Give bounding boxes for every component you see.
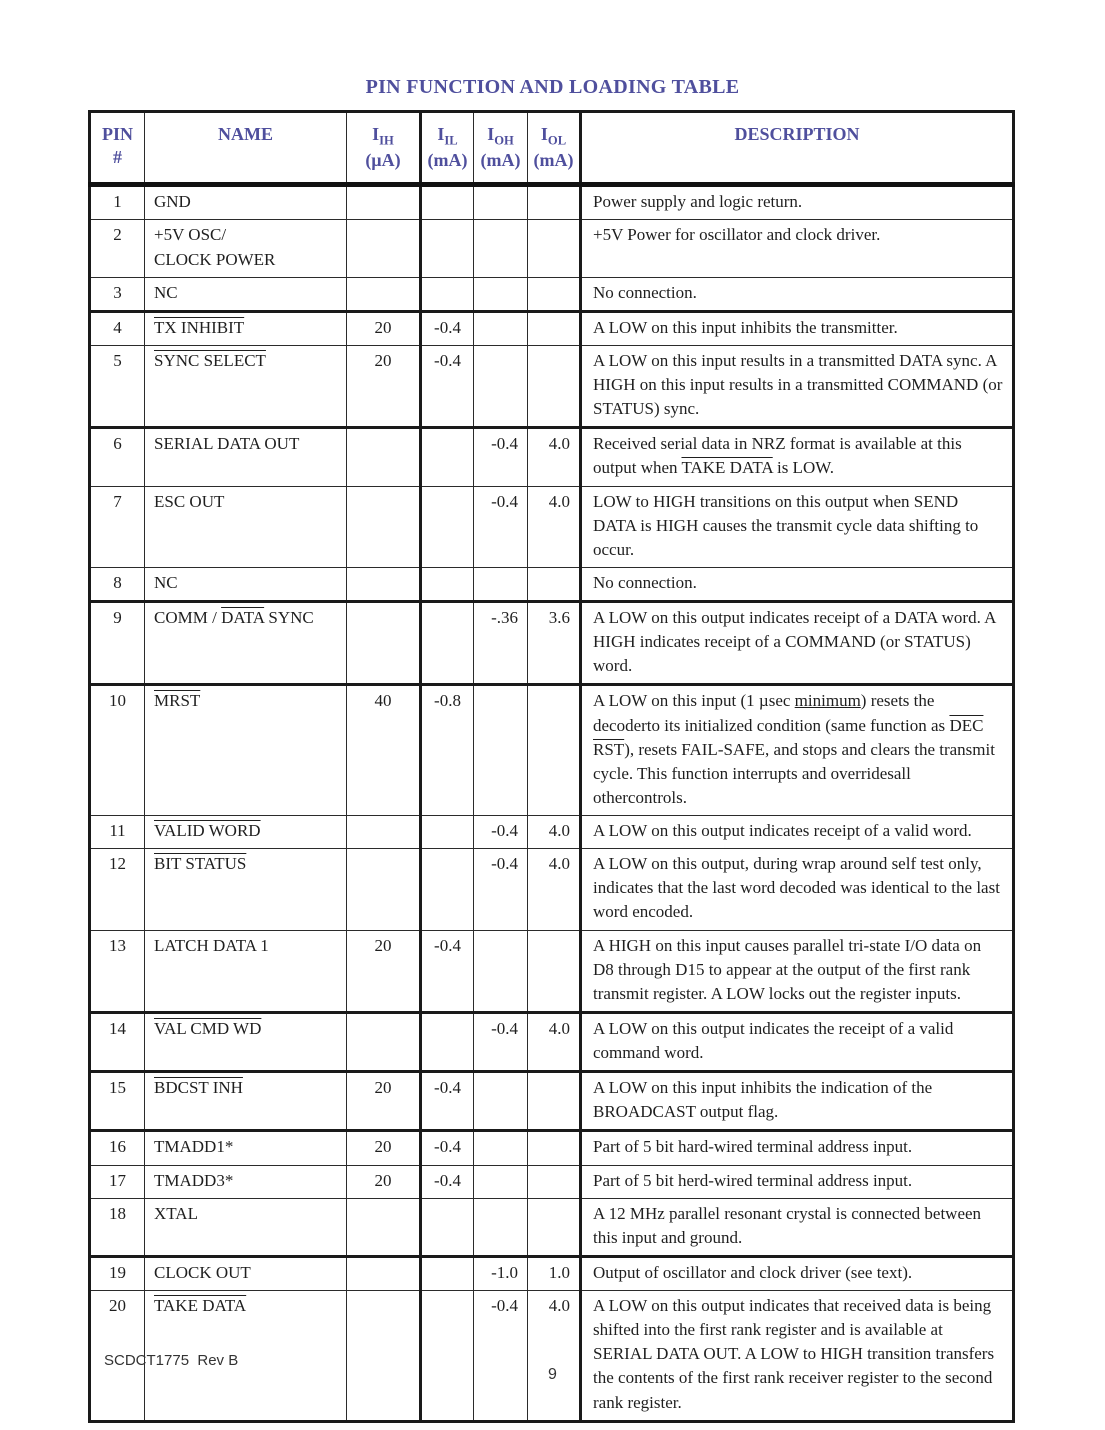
iol-cell xyxy=(528,567,581,601)
iol-cell xyxy=(528,1198,581,1256)
ioh-cell: -0.4 xyxy=(474,1012,528,1071)
pin-number-cell: 9 xyxy=(90,602,145,685)
iih-unit: (µA) xyxy=(365,149,401,170)
pin-name-cell: CLOCK OUT xyxy=(145,1256,347,1290)
ioh-cell: -0.4 xyxy=(474,1291,528,1422)
description-cell: A LOW on this output indicates the receipt of a valid command word. xyxy=(581,1012,1014,1071)
ioh-cell xyxy=(474,220,528,277)
pin-number-cell: 19 xyxy=(90,1256,145,1290)
description-cell: A LOW on this input results in a transmitted DATA sync. A HIGH on this input results in a transmitted COMMAND (or STATUS) sync. xyxy=(581,345,1014,427)
pin-row xyxy=(90,1198,1014,1256)
ioh-cell: -.36 xyxy=(474,602,528,685)
pin-row xyxy=(90,277,1014,311)
ioh-cell xyxy=(474,185,528,220)
ioh-cell xyxy=(474,685,528,816)
col-header-description: DESCRIPTION xyxy=(581,112,1014,185)
pin-row xyxy=(90,1012,1014,1071)
iil-symbol: $I_{IL}$ xyxy=(437,124,458,148)
description-cell: A LOW on this output, during wrap around self test only, indicates that the last word decoded was identical to the last word encoded. xyxy=(581,849,1014,930)
col-header-name: NAME xyxy=(145,112,347,185)
pin-name-cell: GND xyxy=(145,185,347,220)
pin-row xyxy=(90,1072,1014,1131)
iih-cell: 20 xyxy=(347,311,421,345)
iol-cell xyxy=(528,277,581,311)
iol-cell xyxy=(528,930,581,1012)
description-cell: A LOW on this input inhibits the transmitter. xyxy=(581,311,1014,345)
iol-cell: 1.0 xyxy=(528,1256,581,1290)
iih-cell: 20 xyxy=(347,345,421,427)
iol-cell: 4.0 xyxy=(528,816,581,849)
iil-cell xyxy=(421,1012,474,1071)
pin-row xyxy=(90,567,1014,601)
header-row xyxy=(90,112,1014,185)
ioh-cell xyxy=(474,1131,528,1165)
pin-number-cell: 20 xyxy=(90,1291,145,1422)
pin-name-cell: ESC OUT xyxy=(145,486,347,567)
pin-header-line1: PIN xyxy=(102,124,133,144)
description-cell: A LOW on this input (1 µsec minimum) resets the decoderto its initialized condition (same function as DEC RST), resets FAIL-SAFE, and stops and clears the transmit cycle. This function interrupts and overridesall othercontrols. xyxy=(581,685,1014,816)
pin-row xyxy=(90,1165,1014,1198)
pin-number-cell: 17 xyxy=(90,1165,145,1198)
pin-name-cell: VAL CMD WD xyxy=(145,1012,347,1071)
pin-name-cell: TX INHIBIT xyxy=(145,311,347,345)
pin-name-cell: TMADD3* xyxy=(145,1165,347,1198)
ioh-cell: -0.4 xyxy=(474,428,528,486)
ioh-cell xyxy=(474,567,528,601)
iih-symbol: $I_{IH}$ xyxy=(372,124,394,148)
col-header-iol xyxy=(528,112,581,185)
pin-name-cell: SYNC SELECT xyxy=(145,345,347,427)
iil-cell xyxy=(421,428,474,486)
iil-cell: -0.4 xyxy=(421,1131,474,1165)
table-body xyxy=(90,185,1014,1421)
pin-name-cell: NC xyxy=(145,567,347,601)
pin-number-cell: 10 xyxy=(90,685,145,816)
pin-row xyxy=(90,185,1014,220)
iil-cell: -0.4 xyxy=(421,1165,474,1198)
iih-cell: 40 xyxy=(347,685,421,816)
iih-cell: 20 xyxy=(347,1072,421,1131)
pin-number-cell: 5 xyxy=(90,345,145,427)
description-cell: A LOW on this output indicates receipt of a valid word. xyxy=(581,816,1014,849)
col-header-iih xyxy=(347,112,421,185)
iol-unit: (mA) xyxy=(533,149,574,170)
pin-name-cell: NC xyxy=(145,277,347,311)
pin-number-cell: 6 xyxy=(90,428,145,486)
iih-cell: 20 xyxy=(347,930,421,1012)
iil-cell xyxy=(421,849,474,930)
pin-row xyxy=(90,930,1014,1012)
pin-name-cell: BDCST INH xyxy=(145,1072,347,1131)
iol-cell xyxy=(528,220,581,277)
iil-cell: -0.8 xyxy=(421,685,474,816)
description-cell: A 12 MHz parallel resonant crystal is connected between this input and ground. xyxy=(581,1198,1014,1256)
col-header-pin xyxy=(90,112,145,185)
iil-cell xyxy=(421,567,474,601)
pin-row xyxy=(90,849,1014,930)
ioh-cell xyxy=(474,930,528,1012)
description-cell: A LOW on this input inhibits the indication of the BROADCAST output flag. xyxy=(581,1072,1014,1131)
description-cell: Output of oscillator and clock driver (see text). xyxy=(581,1256,1014,1290)
iil-cell: -0.4 xyxy=(421,345,474,427)
pin-row xyxy=(90,685,1014,816)
iih-cell: 20 xyxy=(347,1165,421,1198)
description-cell: +5V Power for oscillator and clock driver. xyxy=(581,220,1014,277)
iol-cell: 4.0 xyxy=(528,1012,581,1071)
iil-cell xyxy=(421,486,474,567)
pin-name-cell: TAKE DATA xyxy=(145,1291,347,1422)
iil-cell xyxy=(421,277,474,311)
iih-cell xyxy=(347,1012,421,1071)
pin-row xyxy=(90,816,1014,849)
pin-row xyxy=(90,345,1014,427)
pin-number-cell: 15 xyxy=(90,1072,145,1131)
iol-cell xyxy=(528,1131,581,1165)
ioh-symbol: $I_{OH}$ xyxy=(487,124,514,148)
iih-cell xyxy=(347,1198,421,1256)
description-cell: No connection. xyxy=(581,567,1014,601)
iil-cell xyxy=(421,1256,474,1290)
description-cell: No connection. xyxy=(581,277,1014,311)
col-header-iil xyxy=(421,112,474,185)
iil-cell: -0.4 xyxy=(421,1072,474,1131)
pin-name-cell: +5V OSC/ CLOCK POWER xyxy=(145,220,347,277)
page-title: PIN FUNCTION AND LOADING TABLE xyxy=(365,76,740,98)
iih-cell xyxy=(347,816,421,849)
ioh-cell: -1.0 xyxy=(474,1256,528,1290)
ioh-cell xyxy=(474,1072,528,1131)
pin-number-cell: 4 xyxy=(90,311,145,345)
iol-cell xyxy=(528,311,581,345)
ioh-cell: -0.4 xyxy=(474,486,528,567)
pin-name-cell: VALID WORD xyxy=(145,816,347,849)
pin-row xyxy=(90,486,1014,567)
iil-unit: (mA) xyxy=(427,149,468,170)
pin-name-cell: BIT STATUS xyxy=(145,849,347,930)
ioh-cell xyxy=(474,1165,528,1198)
iih-cell xyxy=(347,185,421,220)
pin-name-cell: COMM / DATA SYNC xyxy=(145,602,347,685)
description-cell: A HIGH on this input causes parallel tri-state I/O data on D8 through D15 to appear at the output of the first rank transmit register. A LOW locks out the register inputs. xyxy=(581,930,1014,1012)
col-header-ioh xyxy=(474,112,528,185)
pin-number-cell: 7 xyxy=(90,486,145,567)
iil-cell xyxy=(421,220,474,277)
iil-cell xyxy=(421,816,474,849)
iol-cell: 3.6 xyxy=(528,602,581,685)
iih-cell xyxy=(347,567,421,601)
description-cell: A LOW on this output indicates receipt of a DATA word. A HIGH indicates receipt of a COMMAND (or STATUS) word. xyxy=(581,602,1014,685)
iih-cell xyxy=(347,220,421,277)
ioh-cell: -0.4 xyxy=(474,816,528,849)
description-cell: Part of 5 bit herd-wired terminal address input. xyxy=(581,1165,1014,1198)
pin-row xyxy=(90,602,1014,685)
iih-cell xyxy=(347,428,421,486)
iih-cell xyxy=(347,1256,421,1290)
pin-row xyxy=(90,428,1014,486)
ioh-cell xyxy=(474,345,528,427)
iol-symbol: $I_{OL}$ xyxy=(540,124,567,148)
ioh-cell xyxy=(474,277,528,311)
iil-cell xyxy=(421,602,474,685)
ioh-unit: (mA) xyxy=(480,149,521,170)
pin-name-cell: MRST xyxy=(145,685,347,816)
iih-cell xyxy=(347,486,421,567)
iih-cell xyxy=(347,277,421,311)
pin-function-table xyxy=(88,110,1015,1423)
footer-doc-id: SCDCT1775 Rev B xyxy=(104,1352,239,1369)
pin-header-line2: # xyxy=(113,147,122,168)
pin-number-cell: 1 xyxy=(90,185,145,220)
pin-number-cell: 12 xyxy=(90,849,145,930)
pin-row xyxy=(90,1256,1014,1290)
ioh-cell xyxy=(474,1198,528,1256)
iih-cell xyxy=(347,849,421,930)
pin-row xyxy=(90,220,1014,277)
description-cell: A LOW on this output indicates that received data is being shifted into the first rank register and is available at SERIAL DATA OUT. A LOW to HIGH transition transfers the contents of the first rank receiver register to the second rank register. xyxy=(581,1291,1014,1422)
pin-number-cell: 18 xyxy=(90,1198,145,1256)
pin-number-cell: 16 xyxy=(90,1131,145,1165)
pin-row xyxy=(90,311,1014,345)
iih-cell xyxy=(347,1291,421,1422)
description-cell: Received serial data in NRZ format is available at this output when TAKE DATA is LOW. xyxy=(581,428,1014,486)
pin-number-cell: 14 xyxy=(90,1012,145,1071)
pin-number-cell: 3 xyxy=(90,277,145,311)
iil-cell: -0.4 xyxy=(421,930,474,1012)
iih-cell: 20 xyxy=(347,1131,421,1165)
iil-cell xyxy=(421,1198,474,1256)
description-cell: LOW to HIGH transitions on this output when SEND DATA is HIGH causes the transmit cycle data shifting to occur. xyxy=(581,486,1014,567)
iol-cell xyxy=(528,345,581,427)
pin-number-cell: 8 xyxy=(90,567,145,601)
iil-cell xyxy=(421,1291,474,1422)
iol-cell xyxy=(528,1165,581,1198)
pin-number-cell: 2 xyxy=(90,220,145,277)
iol-cell xyxy=(528,185,581,220)
description-cell: Power supply and logic return. xyxy=(581,185,1014,220)
pin-name-cell: LATCH DATA 1 xyxy=(145,930,347,1012)
iol-cell: 4.0 xyxy=(528,1291,581,1422)
iol-cell xyxy=(528,1072,581,1131)
iil-cell xyxy=(421,185,474,220)
iil-cell: -0.4 xyxy=(421,311,474,345)
iol-cell: 4.0 xyxy=(528,849,581,930)
pin-row xyxy=(90,1131,1014,1165)
ioh-cell xyxy=(474,311,528,345)
pin-number-cell: 13 xyxy=(90,930,145,1012)
iih-cell xyxy=(347,602,421,685)
pin-name-cell: TMADD1* xyxy=(145,1131,347,1165)
ioh-cell: -0.4 xyxy=(474,849,528,930)
iol-cell: 4.0 xyxy=(528,428,581,486)
iol-cell: 4.0 xyxy=(528,486,581,567)
pin-name-cell: XTAL xyxy=(145,1198,347,1256)
page-number: 9 xyxy=(548,1366,557,1383)
pin-number-cell: 11 xyxy=(90,816,145,849)
description-cell: Part of 5 bit hard-wired terminal address input. xyxy=(581,1131,1014,1165)
pin-name-cell: SERIAL DATA OUT xyxy=(145,428,347,486)
iol-cell xyxy=(528,685,581,816)
